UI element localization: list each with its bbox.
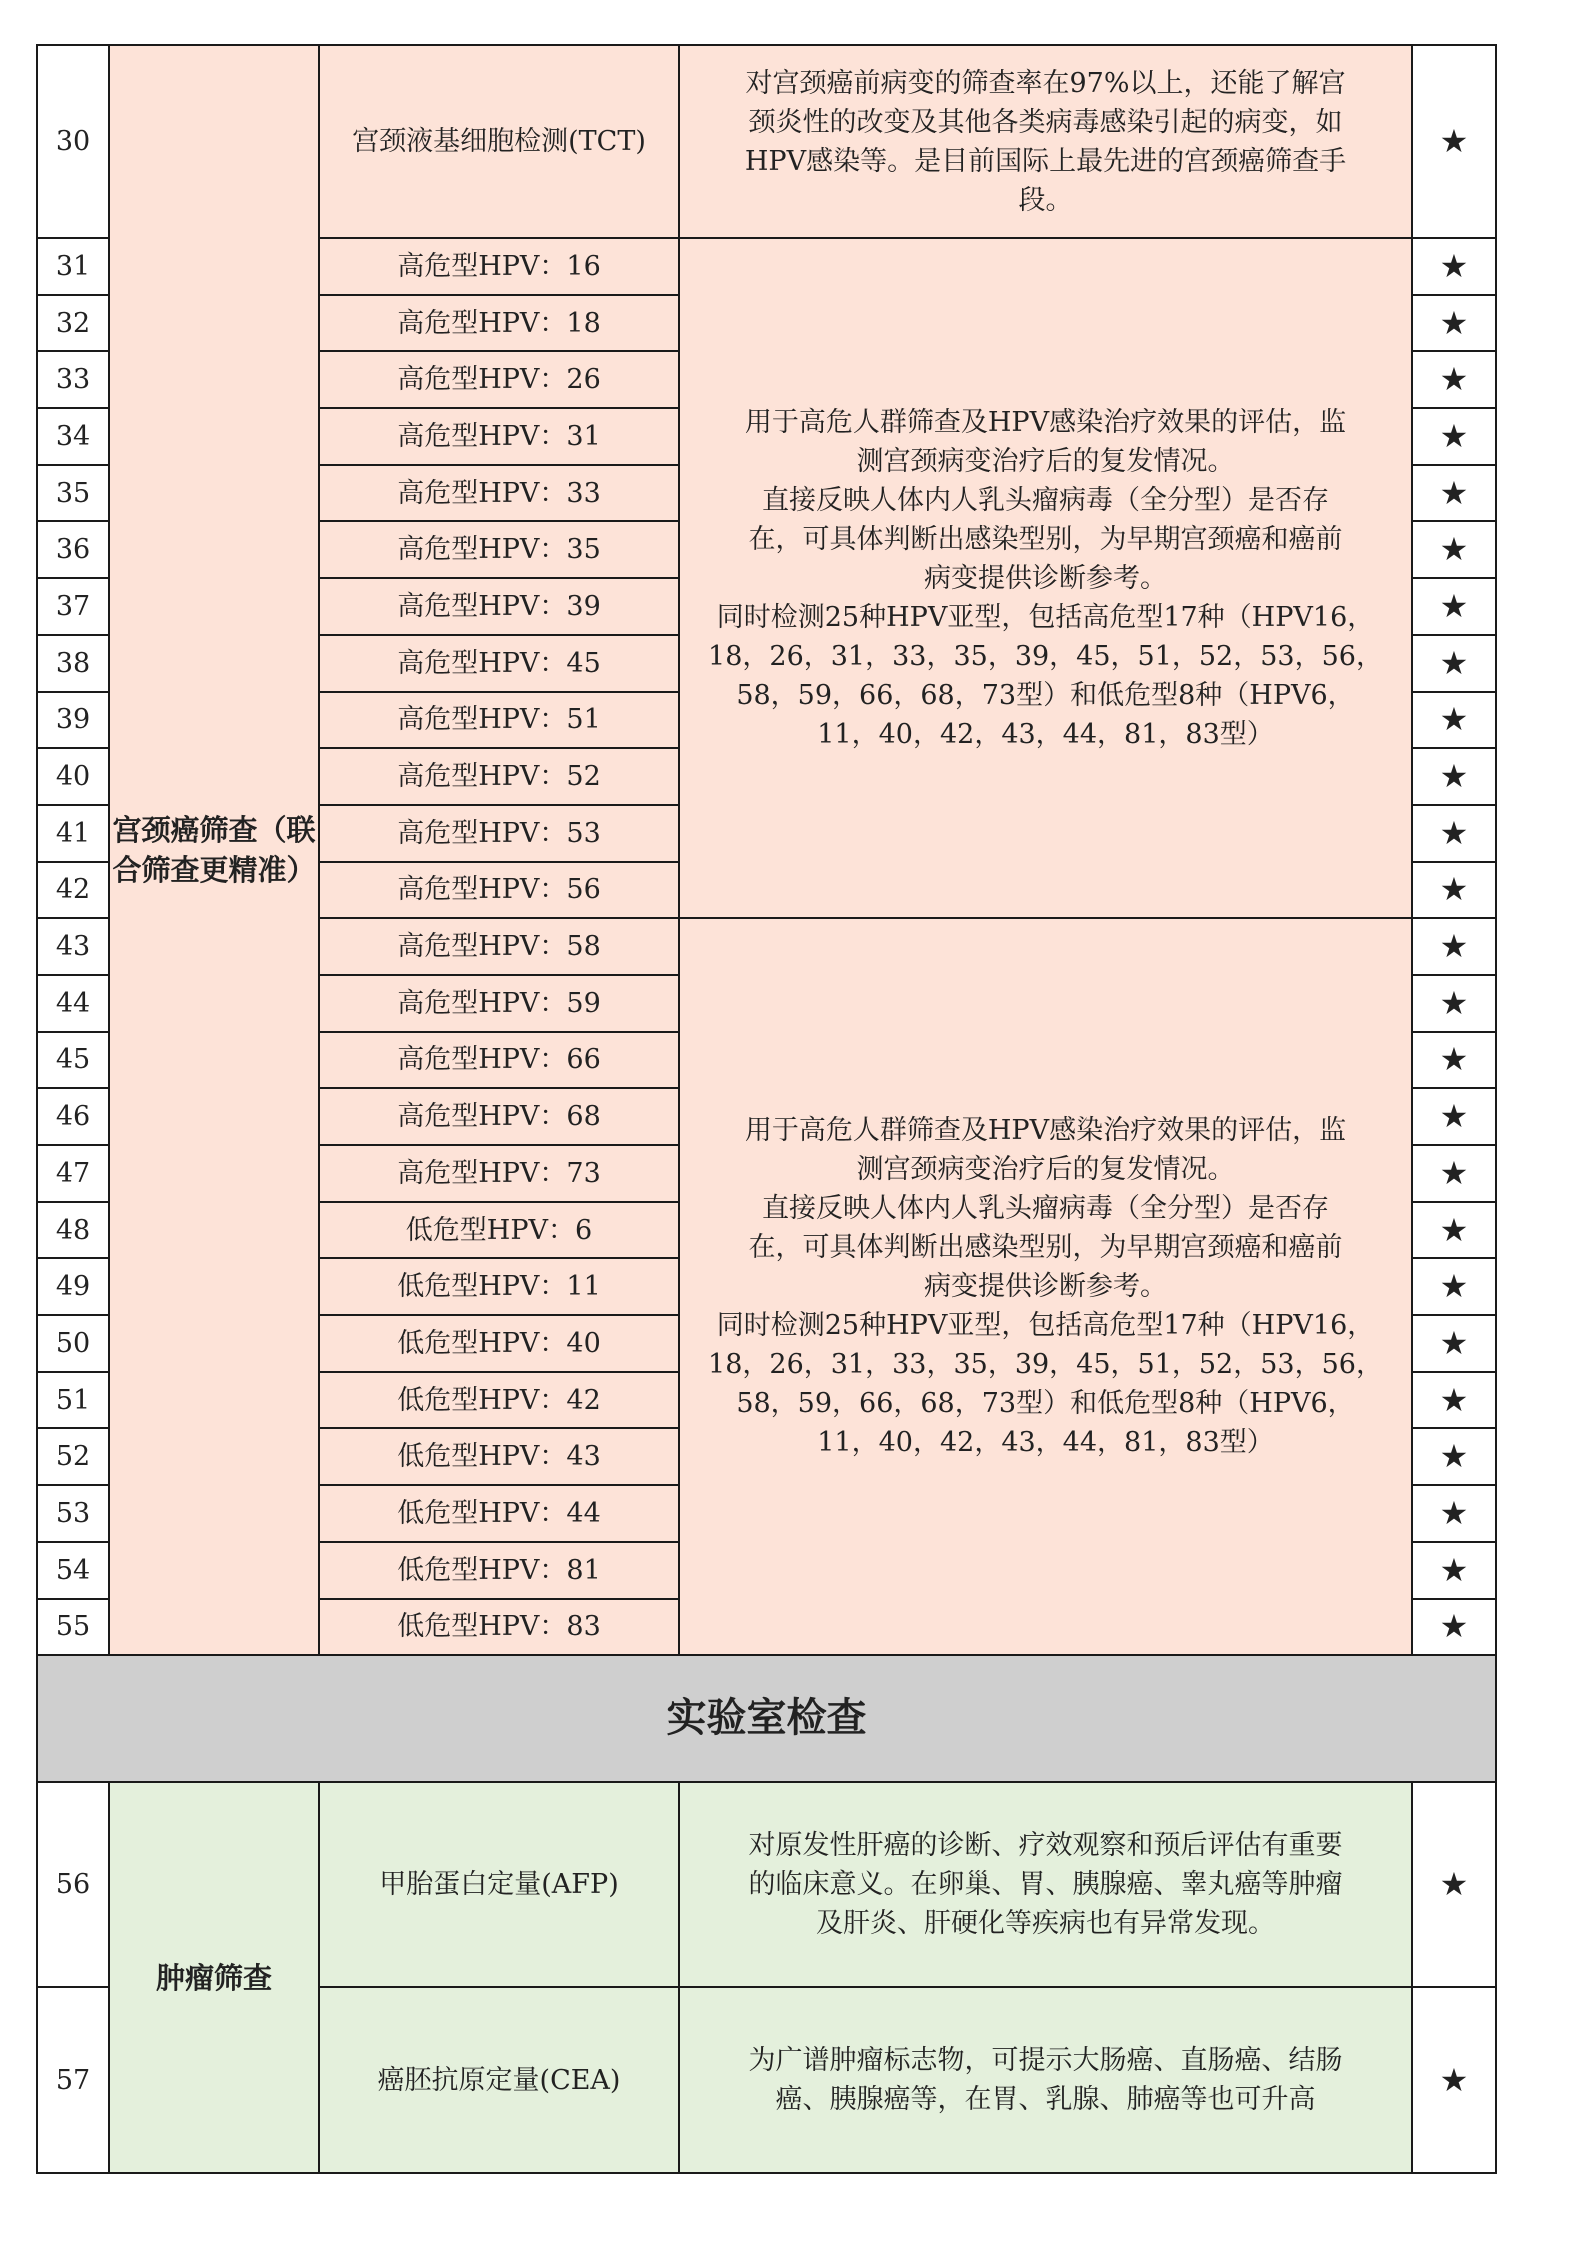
section-row bbox=[37, 1655, 1496, 1782]
item-name: 低危型HPV：42 bbox=[319, 1372, 679, 1429]
row-number: 49 bbox=[37, 1258, 109, 1315]
item-description bbox=[679, 45, 1412, 238]
star-icon: ★ bbox=[1412, 862, 1496, 919]
item-description bbox=[679, 918, 1412, 1655]
item-name: 低危型HPV：40 bbox=[319, 1315, 679, 1372]
star-icon: ★ bbox=[1412, 1258, 1496, 1315]
row-number: 34 bbox=[37, 408, 109, 465]
description-line: 11，40，42，43，44，81，83型） bbox=[817, 718, 1274, 750]
description-line: 在，可具体判断出感染型别，为早期宫颈癌和癌前 bbox=[748, 1232, 1343, 1264]
star-icon: ★ bbox=[1412, 465, 1496, 522]
star-icon: ★ bbox=[1412, 45, 1496, 238]
row-number: 48 bbox=[37, 1202, 109, 1259]
star-icon: ★ bbox=[1412, 1987, 1496, 2173]
row-number: 35 bbox=[37, 465, 109, 522]
row-number: 53 bbox=[37, 1485, 109, 1542]
star-icon: ★ bbox=[1412, 1032, 1496, 1089]
item-name: 甲胎蛋白定量(AFP) bbox=[319, 1782, 679, 1987]
item-name: 低危型HPV：43 bbox=[319, 1428, 679, 1485]
category-label: 肿瘤筛查 bbox=[155, 1960, 272, 1995]
item-description bbox=[679, 1782, 1412, 1987]
star-icon: ★ bbox=[1412, 238, 1496, 295]
description-line: 段。 bbox=[1018, 184, 1073, 216]
description-line: 同时检测25种HPV亚型，包括高危型17种（HPV16， bbox=[716, 601, 1375, 633]
item-name: 低危型HPV：83 bbox=[319, 1599, 679, 1656]
star-icon: ★ bbox=[1412, 748, 1496, 805]
row-number: 45 bbox=[37, 1032, 109, 1089]
item-name: 宫颈液基细胞检测(TCT) bbox=[319, 45, 679, 238]
exam-table-body bbox=[37, 45, 1496, 2173]
row-number: 36 bbox=[37, 521, 109, 578]
row-number: 52 bbox=[37, 1428, 109, 1485]
description-line: 对宫颈癌前病变的筛查率在97%以上，还能了解宫 bbox=[745, 67, 1346, 99]
description-line: 测宫颈病变治疗后的复发情况。 bbox=[856, 1154, 1235, 1186]
item-description bbox=[679, 238, 1412, 918]
row-number: 50 bbox=[37, 1315, 109, 1372]
star-icon: ★ bbox=[1412, 1202, 1496, 1259]
item-name: 高危型HPV：16 bbox=[319, 238, 679, 295]
item-name: 高危型HPV：31 bbox=[319, 408, 679, 465]
star-icon: ★ bbox=[1412, 521, 1496, 578]
row-number: 30 bbox=[37, 45, 109, 238]
item-name: 高危型HPV：18 bbox=[319, 295, 679, 352]
description-line: 在，可具体判断出感染型别，为早期宫颈癌和癌前 bbox=[748, 523, 1343, 555]
star-icon: ★ bbox=[1412, 408, 1496, 465]
description-line: 11，40，42，43，44，81，83型） bbox=[817, 1427, 1274, 1459]
description-line: 病变提供诊断参考。 bbox=[924, 562, 1167, 594]
description-line: 颈炎性的改变及其他各类病毒感染引起的病变，如 bbox=[748, 106, 1343, 138]
category-cervical bbox=[109, 45, 319, 1655]
item-name: 癌胚抗原定量(CEA) bbox=[319, 1987, 679, 2173]
item-name: 高危型HPV：35 bbox=[319, 521, 679, 578]
row-number: 38 bbox=[37, 635, 109, 692]
table-row bbox=[37, 1782, 1496, 1987]
row-number: 41 bbox=[37, 805, 109, 862]
item-name: 低危型HPV：81 bbox=[319, 1542, 679, 1599]
star-icon: ★ bbox=[1412, 635, 1496, 692]
star-icon: ★ bbox=[1412, 1088, 1496, 1145]
star-icon: ★ bbox=[1412, 295, 1496, 352]
item-name: 低危型HPV：44 bbox=[319, 1485, 679, 1542]
star-icon: ★ bbox=[1412, 1485, 1496, 1542]
item-description bbox=[679, 1987, 1412, 2173]
description-line: 为广谱肿瘤标志物，可提示大肠癌、直肠癌、结肠 bbox=[748, 2045, 1343, 2077]
row-number: 47 bbox=[37, 1145, 109, 1202]
description-line: 18，26，31，33，35，39，45，51，52，53，56， bbox=[708, 640, 1383, 672]
star-icon: ★ bbox=[1412, 918, 1496, 975]
item-name: 低危型HPV：11 bbox=[319, 1258, 679, 1315]
description-line: HPV感染等。是目前国际上最先进的宫颈癌筛查手 bbox=[744, 145, 1347, 177]
item-name: 高危型HPV：51 bbox=[319, 692, 679, 749]
star-icon: ★ bbox=[1412, 578, 1496, 635]
row-number: 55 bbox=[37, 1599, 109, 1656]
item-name: 低危型HPV：6 bbox=[319, 1202, 679, 1259]
star-icon: ★ bbox=[1412, 1428, 1496, 1485]
description-line: 直接反映人体内人乳头瘤病毒（全分型）是否存 bbox=[762, 1193, 1329, 1225]
item-name: 高危型HPV：33 bbox=[319, 465, 679, 522]
item-name: 高危型HPV：68 bbox=[319, 1088, 679, 1145]
description-line: 及肝炎、肝硬化等疾病也有异常发现。 bbox=[816, 1908, 1275, 1940]
item-name: 高危型HPV：73 bbox=[319, 1145, 679, 1202]
table-row bbox=[37, 45, 1496, 238]
row-number: 51 bbox=[37, 1372, 109, 1429]
star-icon: ★ bbox=[1412, 975, 1496, 1032]
row-number: 40 bbox=[37, 748, 109, 805]
star-icon: ★ bbox=[1412, 1782, 1496, 1987]
star-icon: ★ bbox=[1412, 805, 1496, 862]
description-line: 58，59，66，68，73型）和低危型8种（HPV6， bbox=[736, 679, 1355, 711]
row-number: 44 bbox=[37, 975, 109, 1032]
item-name: 高危型HPV：58 bbox=[319, 918, 679, 975]
row-number: 57 bbox=[37, 1987, 109, 2173]
row-number: 39 bbox=[37, 692, 109, 749]
exam-table bbox=[36, 44, 1497, 2174]
item-name: 高危型HPV：66 bbox=[319, 1032, 679, 1089]
item-name: 高危型HPV：56 bbox=[319, 862, 679, 919]
star-icon: ★ bbox=[1412, 1315, 1496, 1372]
description-line: 病变提供诊断参考。 bbox=[924, 1271, 1167, 1303]
star-icon: ★ bbox=[1412, 351, 1496, 408]
item-name: 高危型HPV：26 bbox=[319, 351, 679, 408]
row-number: 42 bbox=[37, 862, 109, 919]
row-number: 32 bbox=[37, 295, 109, 352]
description-line: 直接反映人体内人乳头瘤病毒（全分型）是否存 bbox=[762, 484, 1329, 516]
row-number: 54 bbox=[37, 1542, 109, 1599]
item-name: 高危型HPV：45 bbox=[319, 635, 679, 692]
row-number: 43 bbox=[37, 918, 109, 975]
row-number: 31 bbox=[37, 238, 109, 295]
item-name: 高危型HPV：39 bbox=[319, 578, 679, 635]
item-name: 高危型HPV：53 bbox=[319, 805, 679, 862]
row-number: 37 bbox=[37, 578, 109, 635]
item-name: 高危型HPV：52 bbox=[319, 748, 679, 805]
section-title: 实验室检查 bbox=[37, 1655, 1496, 1782]
star-icon: ★ bbox=[1412, 1599, 1496, 1656]
row-number: 56 bbox=[37, 1782, 109, 1987]
description-line: 测宫颈病变治疗后的复发情况。 bbox=[856, 445, 1235, 477]
star-icon: ★ bbox=[1412, 1145, 1496, 1202]
category-label: 宫颈癌筛查（联合筛查更精准） bbox=[112, 813, 316, 888]
description-line: 用于高危人群筛查及HPV感染治疗效果的评估，监 bbox=[744, 1115, 1347, 1147]
row-number: 46 bbox=[37, 1088, 109, 1145]
description-line: 对原发性肝癌的诊断、疗效观察和预后评估有重要 bbox=[748, 1830, 1343, 1862]
description-line: 58，59，66，68，73型）和低危型8种（HPV6， bbox=[736, 1388, 1355, 1420]
description-line: 18，26，31，33，35，39，45，51，52，53，56， bbox=[708, 1349, 1383, 1381]
description-line: 用于高危人群筛查及HPV感染治疗效果的评估，监 bbox=[744, 406, 1347, 438]
item-name: 高危型HPV：59 bbox=[319, 975, 679, 1032]
star-icon: ★ bbox=[1412, 1542, 1496, 1599]
description-line: 癌、胰腺癌等，在胃、乳腺、肺癌等也可升高 bbox=[775, 2084, 1316, 2116]
star-icon: ★ bbox=[1412, 1372, 1496, 1429]
row-number: 33 bbox=[37, 351, 109, 408]
description-line: 的临床意义。在卵巢、胃、胰腺癌、睾丸癌等肿瘤 bbox=[748, 1869, 1343, 1901]
category-tumor bbox=[109, 1782, 319, 2173]
star-icon: ★ bbox=[1412, 692, 1496, 749]
description-line: 同时检测25种HPV亚型，包括高危型17种（HPV16， bbox=[716, 1310, 1375, 1342]
